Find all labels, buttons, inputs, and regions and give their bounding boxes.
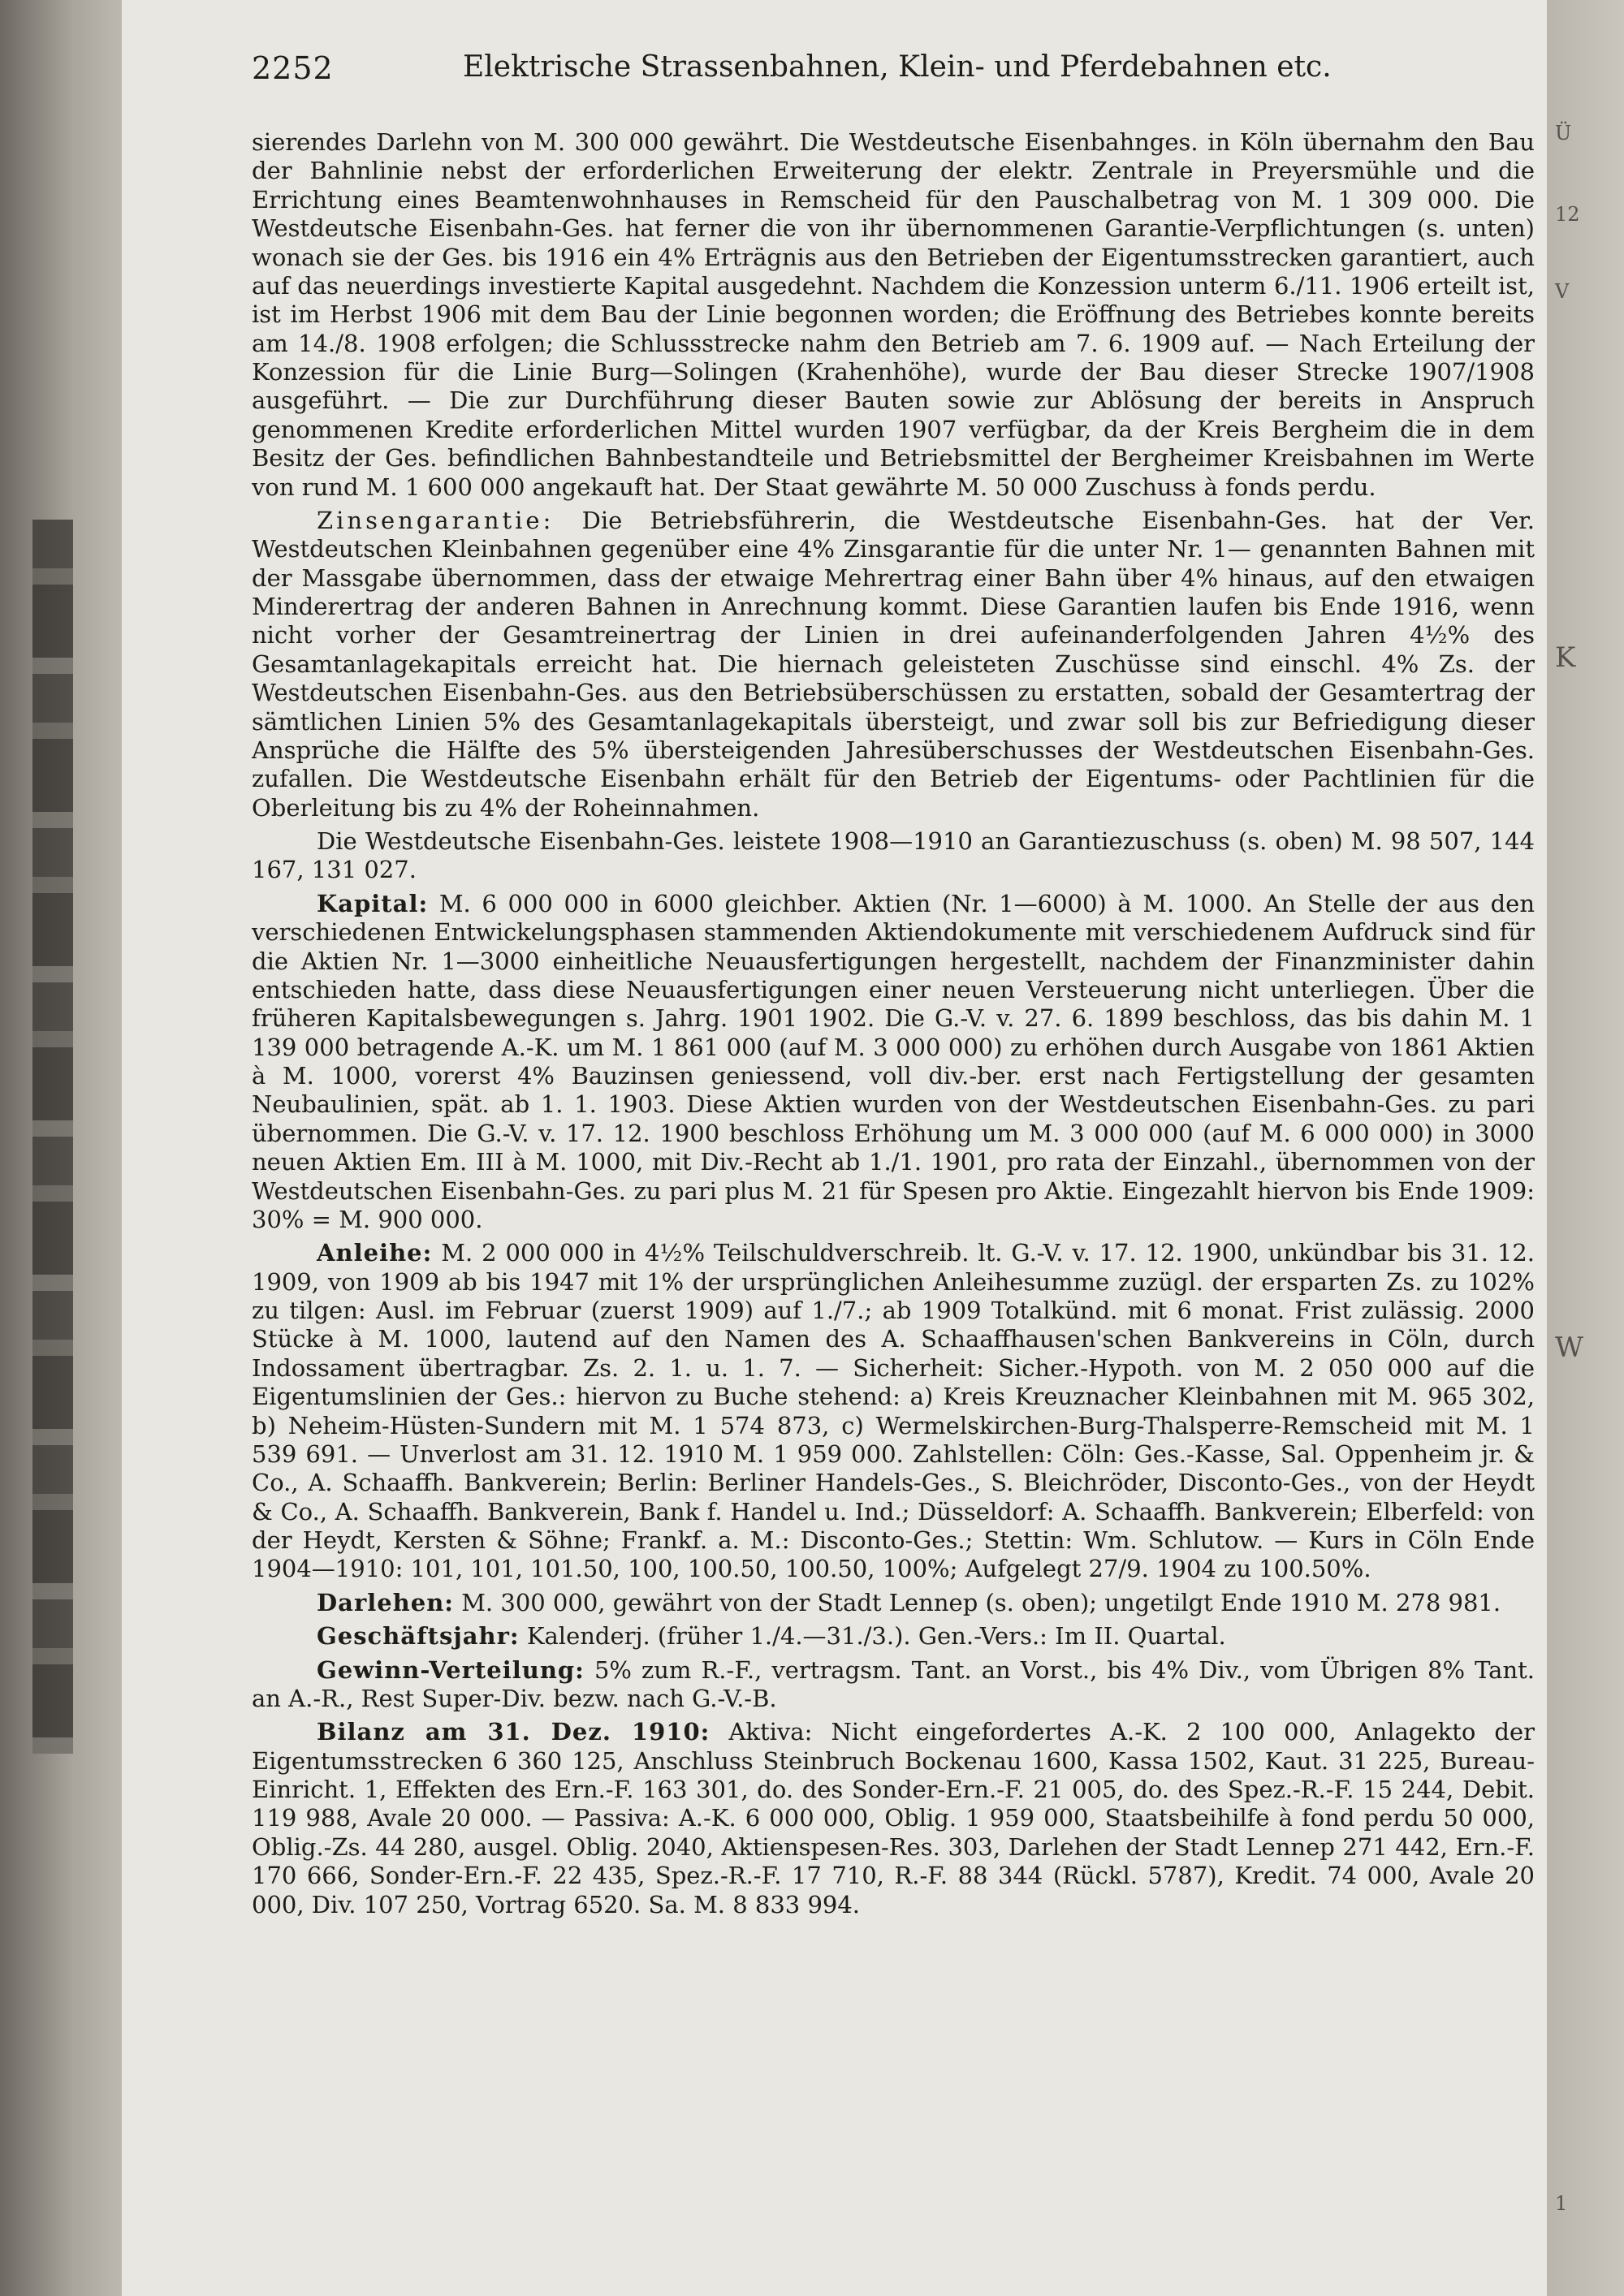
edge-fragment: 12 — [1555, 203, 1580, 226]
paragraph-lead: Kapital: — [317, 889, 429, 917]
adjacent-page-edge — [1547, 0, 1624, 2296]
paragraph-lead: Bilanz am 31. Dez. 1910: — [317, 1718, 710, 1746]
paragraph-lead: Gewinn-Verteilung: — [317, 1655, 585, 1684]
paragraph-text: M. 300 000, gewährt von der Stadt Lennep (s. oben); ungetilgt Ende 1910 M. 278 981. — [461, 1588, 1501, 1616]
edge-fragment: K — [1555, 641, 1576, 674]
paragraph-text: 5% zum R.-F., vertragsm. Tant. an Vorst., bis 4% Div., vom Übrigen 8% Tant. an A.-R., Rest Super-Div. bezw. nach G.-V.-B. — [252, 1655, 1535, 1712]
page-body — [252, 128, 1535, 1924]
paragraph-text: M. 2 000 000 in 4½% Teilschuldverschreib. lt. G.-V. v. 17. 12. 1900, unkündbar bis 31. 12. 1909, von 1909 ab bis 1947 mit 1% der ursprünglichen Anleihesumme zuzügl. der ersparten Zs. zu 102% zu tilgen: Ausl. im Februar (zuerst 1909) auf 1./7.; ab 1909 Totalkünd. mit 6 monat. Frist zulässig. 2000 Stücke à M. 1000, lautend auf den Namen des A. Schaaffhausen'schen Bankvereins in Cöln, durch Indossament übertragbar. Zs. 2. 1. u. 1. 7. — Sicherheit: Sicher.-Hypoth. von M. 2 050 000 auf die Eigentumslinien der Ges.: hiervon zu Buche stehend: a) Kreis Kreuznacher Kleinbahnen mit M. 965 302, b) Neheim-Hüsten-Sundern mit M. 1 574 873, c) Wermelskirchen-Burg-Thalsperre-Remscheid mit M. 1 539 691. — Unverlost am 31. 12. 1910 M. 1 959 000. Zahlstellen: Cöln: Ges.-Kasse, Sal. Oppenheim jr. & Co., A. Schaaffh. Bankverein; Berlin: Berliner Handels-Ges., S. Bleichröder, Disconto-Ges., von der Heydt & Co., A. Schaaffh. Bankverein, Bank f. Handel u. Ind.; Düsseldorf: A. Schaaffh. Bankverein; Elberfeld: von der Heydt, Kersten & Söhne; Frankf. a. M.: Disconto-Ges.; Stettin: Wm. Schlutow. — Kurs in Cöln Ende 1904—1910: 101, 101, 101.50, 100, 100.50, 100.50, 100%; Aufgelegt 27/9. 1904 zu 100.50%. — [252, 1239, 1535, 1583]
paragraph-text: Die Betriebsführerin, die Westdeutsche Eisenbahn-Ges. hat der Ver. Westdeutschen Kleinbahnen gegenüber eine 4% Zinsgarantie für die unter Nr. 1— genannten Bahnen mit der Massgabe übernommen, dass der etwaige Mehrertrag einer Bahn über 4% hinaus, auf den etwaigen Minderertrag der anderen Bahnen in Anrechnung kommt. Diese Garantien laufen bis Ende 1916, wenn nicht vorher der Gesamtreinertrag der Linien in drei aufeinanderfolgenden Jahren 4½% des Gesamtanlagekapitals erreicht hat. Die hiernach geleisteten Zuschüsse sind einschl. 4% Zs. der Westdeutschen Eisenbahn-Ges. aus den Betriebsüberschüssen zu erstatten, sobald der Gesamtertrag der sämtlichen Linien 5% des Gesamtanlagekapitals übersteigt, und zwar soll bis zur Befriedigung dieser Ansprüche die Hälfte des 5% übersteigenden Jahresüberschusses der Westdeutschen Eisenbahn-Ges. zufallen. Die Westdeutsche Eisenbahn erhält für den Betrieb der Eigentums- oder Pachtlinien für die Oberleitung bis zu 4% der Roheinnahmen. — [252, 506, 1535, 822]
paragraph-darlehen — [252, 1589, 1535, 1617]
page-number: 2252 — [252, 50, 334, 86]
paragraph-intro — [252, 128, 1535, 502]
book-spine — [0, 0, 122, 2296]
paragraph-lead: Anleihe: — [317, 1239, 433, 1267]
paragraph-gewinn-verteilung — [252, 1656, 1535, 1714]
edge-fragment: V — [1555, 280, 1570, 303]
paragraph-text: Kalenderj. (früher 1./4.—31./3.). Gen.-Vers.: Im II. Quartal. — [526, 1622, 1226, 1651]
edge-fragment: 1 — [1555, 2192, 1568, 2215]
running-title: Elektrische Strassenbahnen, Klein- und Pferdebahnen etc. — [463, 50, 1332, 84]
paragraph-lead: Zinsengarantie: — [317, 506, 555, 534]
paragraph-text: Aktiva: Nicht eingefordertes A.-K. 2 100 000, Anlagekto der Eigentumsstrecken 6 360 125, Anschluss Steinbruch Bockenau 1600, Kassa 1502, Kaut. 31 225, Bureau-Einricht. 1, Effekten des Ern.-F. 163 301, do. des Sonder-Ern.-F. 21 005, do. des Spez.-R.-F. 15 244, Debit. 119 988, Avale 20 000. — Passiva: A.-K. 6 000 000, Oblig. 1 959 000, Staatsbeihilfe à fond perdu 50 000, Oblig.-Zs. 44 280, ausgel. Oblig. 2040, Aktienspesen-Res. 303, Darlehen der Stadt Lennep 271 442, Ern.-F. 170 666, Sonder-Ern.-F. 22 435, Spez.-R.-F. 17 710, R.-F. 88 344 (Rückl. 5787), Kredit. 74 000, Avale 20 000, Div. 107 250, Vortrag 6520. Sa. M. 8 833 994. — [252, 1718, 1535, 1918]
paragraph-geschaeftsjahr — [252, 1622, 1535, 1651]
spine-stamp-graphic — [32, 520, 73, 1754]
paragraph-text: Die Westdeutsche Eisenbahn-Ges. leistete 1908—1910 an Garantiezuschuss (s. oben) M. 98 507, 144 167, 131 027. — [252, 827, 1535, 884]
paragraph-text: M. 6 000 000 in 6000 gleichber. Aktien (Nr. 1—6000) à M. 1000. An Stelle der aus den verschiedenen Entwickelungsphasen stammenden Aktiendokumente mit verschiedenem Aufdruck sind für die Aktien Nr. 1—3000 einheitliche Neuausfertigungen hergestellt, nachdem der Finanzminister dahin entschieden hatte, dass diese Neuausfertigungen einer neuen Versteuerung nicht unterliegen. Über die früheren Kapitalsbewegungen s. Jahrg. 1901 1902. Die G.-V. v. 27. 6. 1899 beschloss, das bis dahin M. 1 139 000 betragende A.-K. um M. 1 861 000 (auf M. 3 000 000) zu erhöhen durch Ausgabe von 1861 Aktien à M. 1000, vorerst 4% Bauzinsen geniessend, voll div.-ber. erst nach Fertigstellung der gesamten Neubaulinien, spät. ab 1. 1. 1903. Diese Aktien wurden von der Westdeutschen Eisenbahn-Ges. zu pari übernommen. Die G.-V. v. 17. 12. 1900 beschloss Erhöhung um M. 3 000 000 (auf M. 6 000 000) in 3000 neuen Aktien Em. III à M. 1000, mit Div.-Recht ab 1./1. 1901, pro rata der Einzahl., übernommen von der Westdeutschen Eisenbahn-Ges. zu pari plus M. 21 für Spesen pro Aktie. Eingezahlt hiervon bis Ende 1909: 30% = M. 900 000. — [252, 889, 1535, 1233]
document-page — [122, 0, 1547, 2296]
paragraph-lead: Darlehen: — [317, 1588, 455, 1616]
paragraph-bilanz — [252, 1718, 1535, 1919]
paragraph-zinsengarantie — [252, 507, 1535, 822]
page-header — [252, 50, 1486, 99]
edge-fragment: Ü — [1555, 122, 1572, 145]
paragraph-lead: Geschäftsjahr: — [317, 1622, 520, 1651]
paragraph-text: sierendes Darlehn von M. 300 000 gewährt. Die Westdeutsche Eisenbahnges. in Köln übernahm den Bau der Bahnlinie nebst der erforderlichen Erweiterung der elektr. Zentrale in Preyersmühle und die Errichtung eines Beamtenwohnhauses in Remscheid für den Pauschalbetrag von M. 1 309 000. Die Westdeutsche Eisenbahn-Ges. hat ferner die von ihr übernommenen Garantie-Verpflichtungen (s. unten) wonach sie der Ges. bis 1916 ein 4% Erträgnis aus den Betrieben der Eigentumsstrecken garantiert, auch auf das neuerdings investierte Kapital ausgedehnt. Nachdem die Konzession unterm 6./11. 1906 erteilt ist, ist im Herbst 1906 mit dem Bau der Linie begonnen worden; die Eröffnung des Betriebes konnte bereits am 14./8. 1908 erfolgen; die Schlussstrecke nahm den Betrieb am 7. 6. 1909 auf. — Nach Erteilung der Konzession für die Linie Burg—Solingen (Krahenhöhe), wurde der Bau dieser Strecke 1907/1908 ausgeführt. — Die zur Durchführung dieser Bauten sowie zur Ablösung der bereits in Anspruch genommenen Kredite erforderlichen Mittel wurden 1907 verfügbar, da der Kreis Bergheim die in dem Besitz der Ges. befindlichen Bahnbestandteile und Betriebsmittel der Bergheimer Kreisbahnen im Werte von rund M. 1 600 000 angekauft hat. Der Staat gewährte M. 50 000 Zuschuss à fonds perdu. — [252, 128, 1535, 501]
paragraph-kapital — [252, 890, 1535, 1235]
paragraph-anleihe — [252, 1239, 1535, 1584]
edge-fragment: W — [1555, 1331, 1583, 1364]
paragraph-garantiezuschuss — [252, 827, 1535, 885]
